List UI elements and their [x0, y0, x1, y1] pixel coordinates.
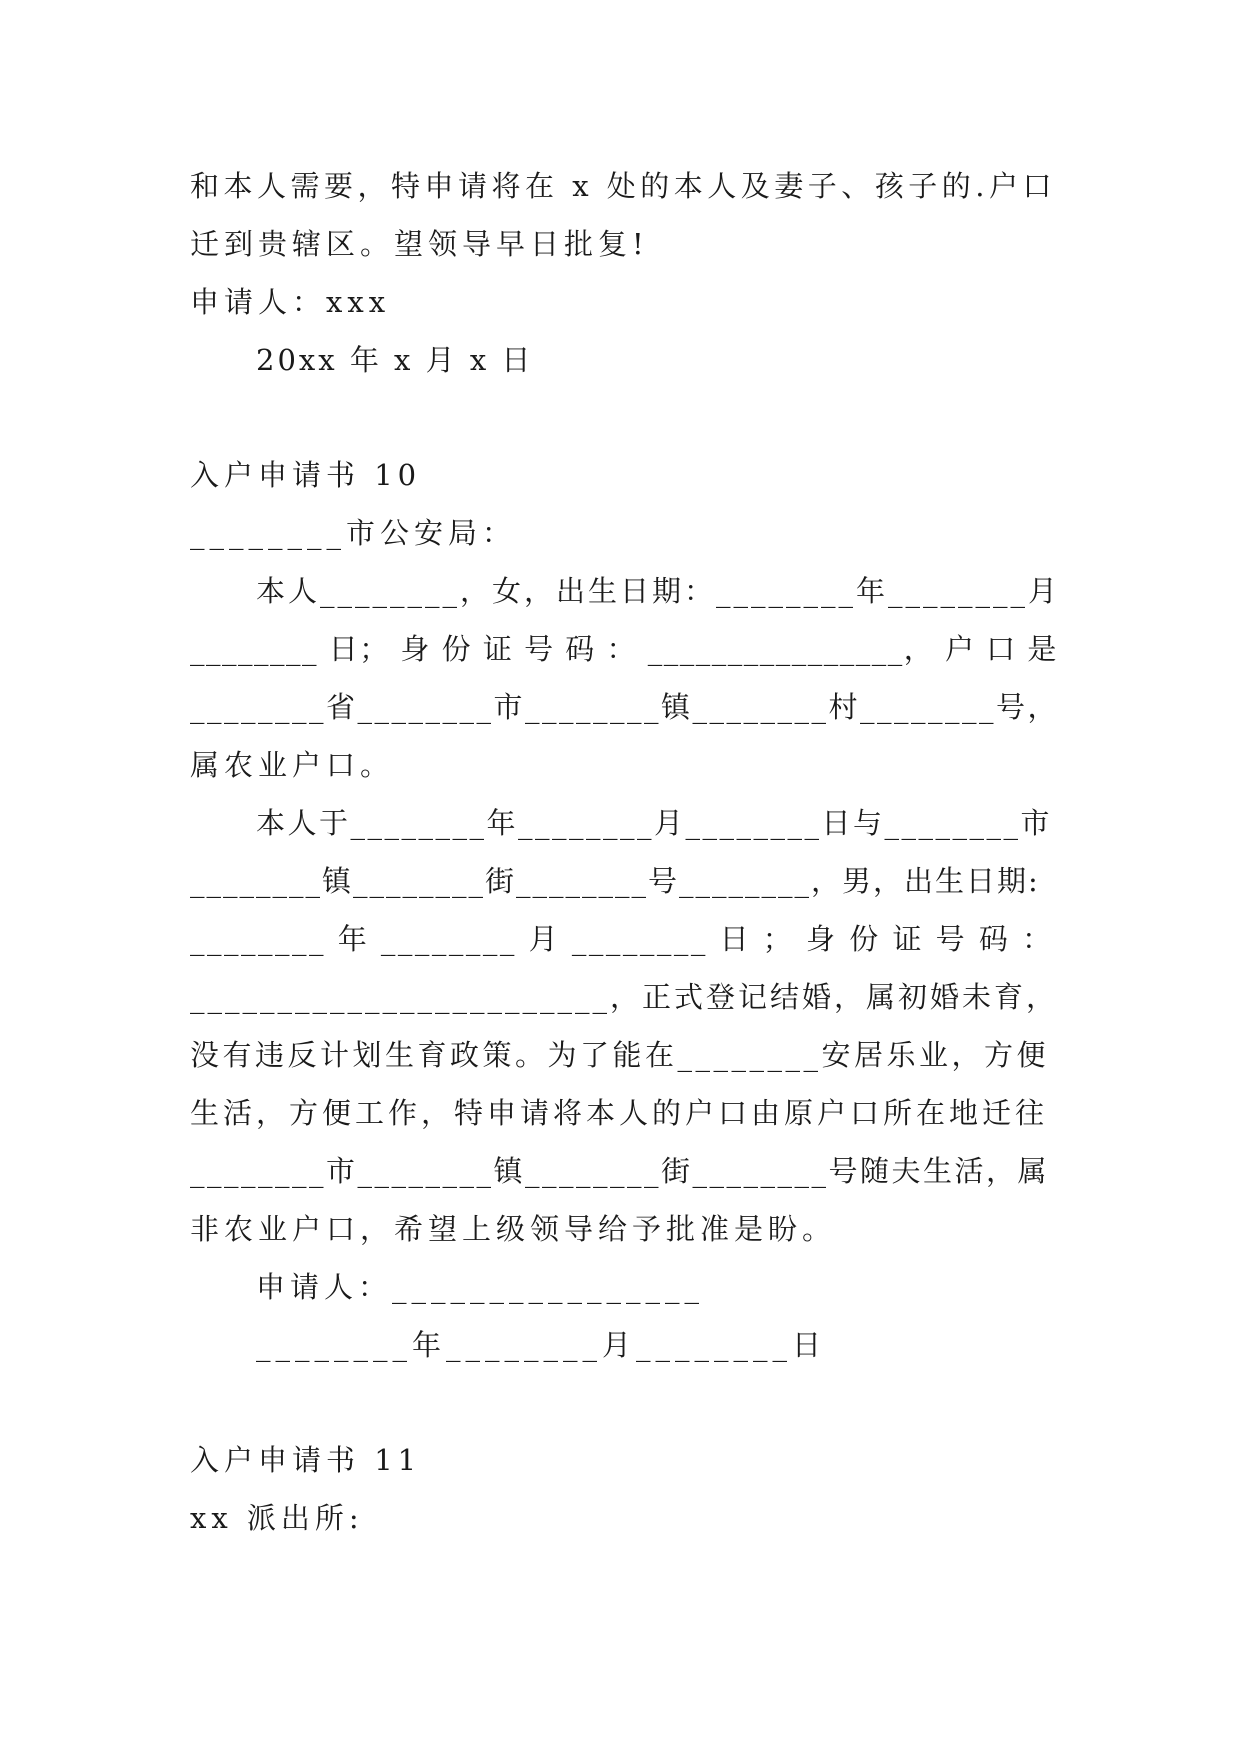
signature-line: 申请人：________________ [256, 1270, 705, 1304]
body-line-10: 生活，方便工作，特申请将本人的户口由原户口所在地迁往 [190, 1096, 1049, 1130]
applicant-line: 申请人：xxx [190, 285, 391, 319]
body-line-3: ________省________市________镇________村________号， [190, 690, 1060, 724]
body-line-2: ________ 日； 身 份 证 号 码 ： ________________， 户 口 是 [190, 632, 1058, 666]
body-line-9: 没有违反计划生育政策。为了能在________安居乐业，方便 [190, 1038, 1050, 1072]
addressee-line: ________市公安局： [190, 516, 517, 550]
body-line-4: 属农业户口。 [190, 748, 395, 782]
signature-date-line: ________年________月________日 [256, 1328, 827, 1362]
body-line-1: 本人________，女，出生日期：________年________月 [256, 574, 1061, 608]
section-title-10: 入户申请书 10 [190, 458, 422, 492]
body-line-5: 本人于________年________月________日与________市 [256, 806, 1053, 840]
body-line-11: ________市________镇________街________号随夫生活，属 [190, 1154, 1050, 1188]
addressee-line-11: xx 派出所: [190, 1501, 364, 1535]
body-line-6: ________镇________街________号________，男，出生日期: [190, 864, 1040, 898]
body-line-7: ________ 年 ________ 月 ________ 日 ； 身 份 证 号 码 ： [190, 922, 1054, 956]
date-line: 20xx 年 x 月 x 日 [256, 343, 534, 377]
text-line-1: 和本人需要，特申请将在 x 处的本人及妻子、孩子的.户口 [190, 169, 1057, 203]
text-line-2: 迁到贵辖区。望领导早日批复! [190, 227, 649, 261]
body-line-12: 非农业户口，希望上级领导给予批准是盼。 [190, 1212, 837, 1246]
body-line-8: ________________________，正式登记结婚，属初婚未育， [190, 980, 1059, 1014]
section-title-11: 入户申请书 11 [190, 1443, 422, 1477]
